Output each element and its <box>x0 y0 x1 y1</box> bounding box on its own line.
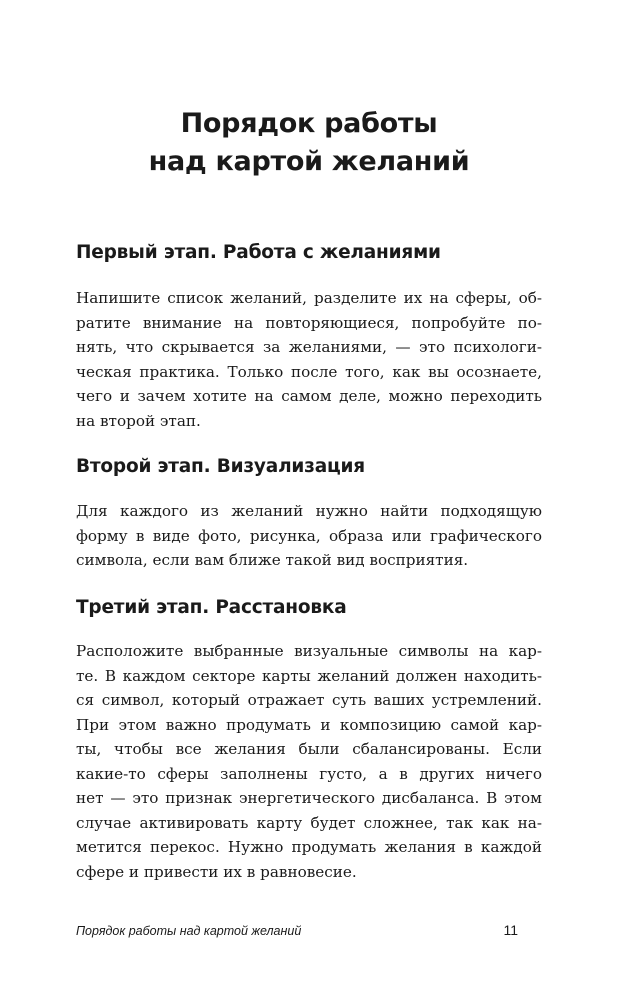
section-paragraph-stage-1 <box>76 286 542 433</box>
paragraph-line: метится перекос. Нужно продумать желания в каждой <box>76 838 542 856</box>
paragraph-line: Для каждого из желаний нужно найти подходящую <box>76 502 542 520</box>
paragraph-line: Расположите выбранные визуальные символы на кар- <box>76 642 542 660</box>
paragraph-line: нять, что скрывается за желаниями, — это психологи- <box>76 338 542 356</box>
page-title-line-2: над картой желаний <box>148 146 470 177</box>
section-paragraph-stage-3 <box>76 639 542 884</box>
paragraph-line: нет — это признак энергетического дисбаланса. В этом <box>76 789 542 807</box>
section-heading-stage-2: Второй этап. Визуализация <box>76 456 365 477</box>
paragraph-line: на второй этап. <box>76 411 201 430</box>
section-paragraph-stage-2 <box>76 499 542 573</box>
section-heading-stage-1: Первый этап. Работа с желаниями <box>76 242 441 263</box>
paragraph-line: ся символ, который отражает суть ваших устремлений. <box>76 691 542 709</box>
paragraph-line: чего и зачем хотите на самом деле, можно переходить <box>76 387 542 405</box>
running-footer-title: Порядок работы над картой желаний <box>76 924 302 938</box>
paragraph-line: Напишите список желаний, разделите их на сферы, об- <box>76 289 542 307</box>
paragraph-line: ческая практика. Только после того, как вы осознаете, <box>76 362 542 381</box>
paragraph-line: При этом важно продумать и композицию самой кар- <box>76 715 542 734</box>
page-number: 11 <box>503 922 518 938</box>
paragraph-line: те. В каждом секторе карты желаний должен находить- <box>76 666 542 685</box>
section-heading-stage-3: Третий этап. Расстановка <box>76 597 347 618</box>
paragraph-line: символа, если вам ближе такой вид восприятия. <box>76 551 469 569</box>
paragraph-line: ты, чтобы все желания были сбалансированы. Если <box>76 740 542 758</box>
paragraph-line: ратите внимание на повторяющиеся, попробуйте по- <box>76 313 542 332</box>
paragraph-line: случае активировать карту будет сложнее, так как на- <box>76 813 542 832</box>
page-title-line-1: Порядок работы <box>180 108 438 139</box>
paragraph-line: какие-то сферы заполнены густо, а в других ничего <box>76 764 542 783</box>
paragraph-line: форму в виде фото, рисунка, образа или графического <box>76 526 542 545</box>
paragraph-line: сфере и привести их в равновесие. <box>76 862 357 881</box>
